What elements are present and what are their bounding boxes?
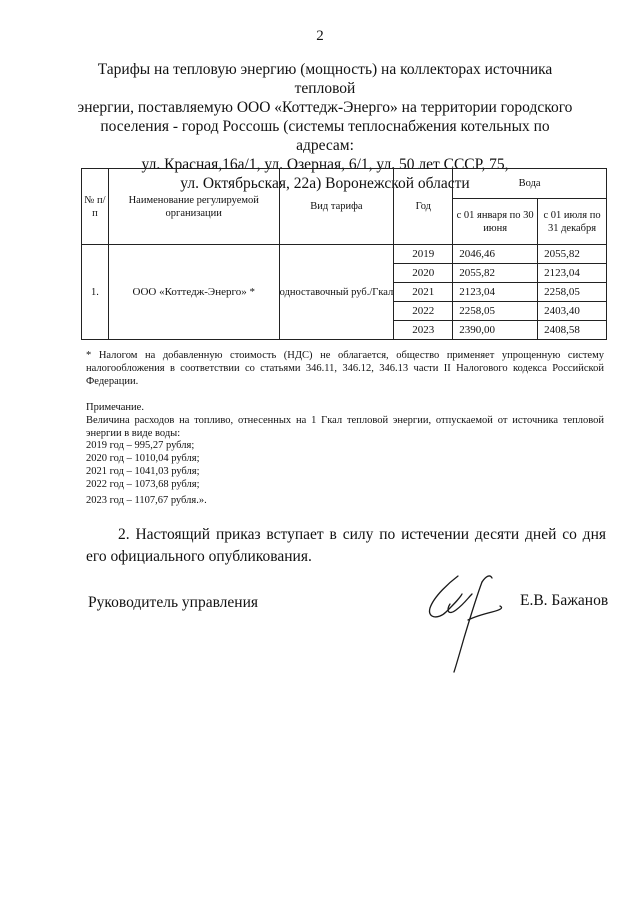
year-cell: 2021 [394, 283, 453, 302]
note-line: 2019 год – 995,27 рубля; [86, 440, 195, 451]
table-row [82, 245, 607, 264]
value-cell: 2123,04 [538, 264, 607, 283]
note-body: Величина расходов на топливо, отнесенных на 1 Гкал тепловой энергии, отпускаемой от источника тепловой энергии в виде воды: [86, 415, 604, 439]
vat-footnote: * Налогом на добавленную стоимость (НДС) не облагается, общество применяет упрощенную систему налогообложения в соответствии со статьями 346.11, 346.12, 346.13 части II Налогового кодекса Российской Федерации. [86, 350, 604, 387]
effective-date-paragraph: 2. Настоящий приказ вступает в силу по истечении десяти дней со дня его официального опубликования. [86, 526, 606, 565]
title-line: ул. Красная,16а/1, ул. Озерная, 6/1, ул. 50 лет СССР, 75, [141, 156, 509, 173]
header-period-1: с 01 января по 30 июня [453, 199, 538, 245]
value-cell: 2055,82 [538, 245, 607, 264]
note-line: 2020 год – 1010,04 рубля; [86, 453, 200, 464]
page-number: 2 [316, 28, 324, 44]
signatory-position: Руководитель управления [88, 594, 259, 611]
row-org: ООО «Коттедж-Энерго» * [108, 245, 279, 340]
tariff-table [81, 168, 607, 340]
header-num: № п/п [82, 169, 109, 245]
signatory-name: Е.В. Бажанов [520, 592, 609, 609]
year-cell: 2020 [394, 264, 453, 283]
year-cell: 2019 [394, 245, 453, 264]
header-org: Наименование регулируемой организации [108, 169, 279, 245]
value-cell: 2123,04 [453, 283, 538, 302]
note-title: Примечание. [86, 402, 144, 413]
year-cell: 2023 [394, 321, 453, 340]
value-cell: 2403,40 [538, 302, 607, 321]
row-num: 1. [82, 245, 109, 340]
title-line: поселения - город Россошь (системы теплоснабжения котельных по адресам: [100, 118, 550, 154]
header-year: Год [394, 169, 453, 245]
header-tariff-type: Вид тарифа [279, 169, 394, 245]
note-line: 2023 год – 1107,67 рубля.». [86, 495, 207, 506]
value-cell: 2408,58 [538, 321, 607, 340]
value-cell: 2258,05 [453, 302, 538, 321]
handwritten-signature [420, 568, 520, 678]
header-period-2: с 01 июля по 31 декабря [538, 199, 607, 245]
row-tariff-type: одноставочный руб./Гкал [279, 245, 394, 340]
value-cell: 2046,46 [453, 245, 538, 264]
value-cell: 2258,05 [538, 283, 607, 302]
value-cell: 2390,00 [453, 321, 538, 340]
title-line: энергии, поставляемую ООО «Коттедж-Энерго» на территории городского [77, 99, 573, 116]
title-line: ул. Октябрьская, 22а) Воронежской области [180, 175, 470, 192]
note-line: 2021 год – 1041,03 рубля; [86, 466, 200, 477]
value-cell: 2055,82 [453, 264, 538, 283]
note-line: 2022 год – 1073,68 рубля; [86, 479, 200, 490]
year-cell: 2022 [394, 302, 453, 321]
title-line: Тарифы на тепловую энергию (мощность) на коллекторах источника тепловой [97, 61, 553, 97]
header-water: Вода [453, 169, 607, 199]
